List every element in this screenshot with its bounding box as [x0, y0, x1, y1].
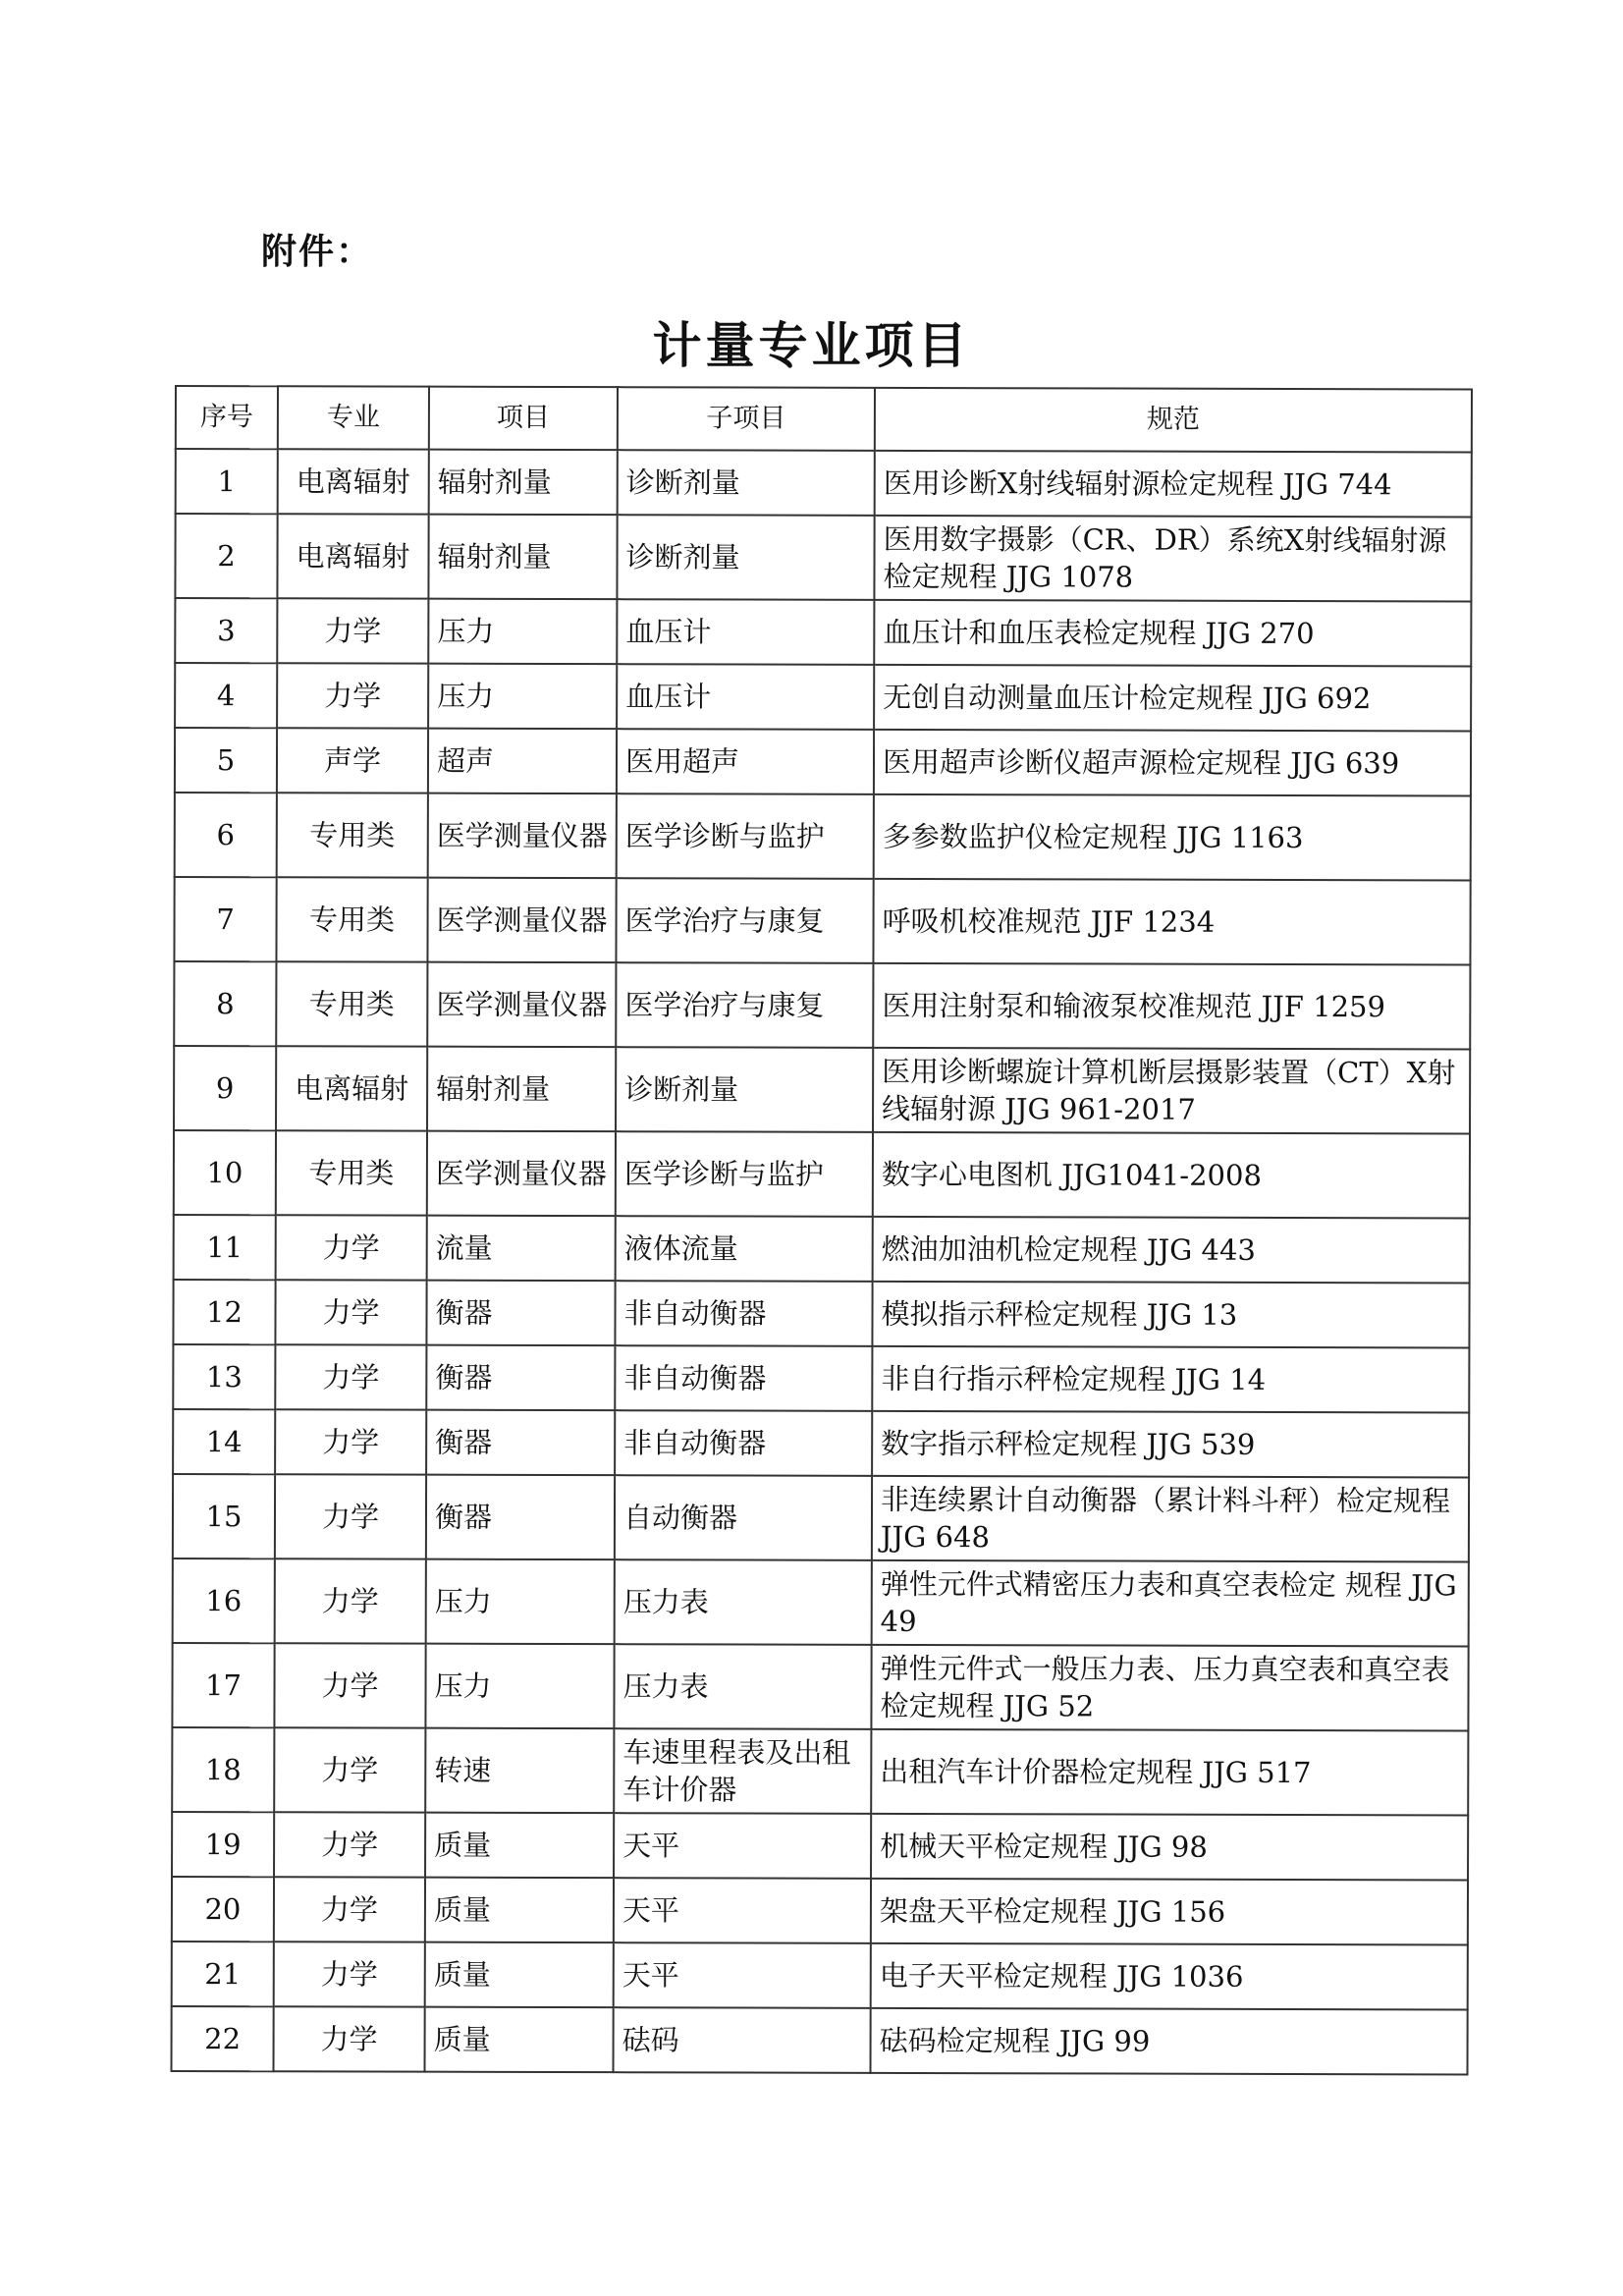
cell-spec: 弹性元件式一般压力表、压力真空表和真空表检定规程 JJG 52	[871, 1645, 1468, 1731]
table-row	[176, 449, 1472, 517]
cell-subitem: 血压计	[617, 664, 874, 730]
cell-item: 质量	[425, 1942, 614, 2008]
cell-subitem: 天平	[614, 1878, 871, 1943]
table-row	[173, 1474, 1469, 1561]
cell-number: 9	[174, 1046, 276, 1130]
cell-number: 13	[173, 1344, 275, 1409]
cell-item: 辐射剂量	[429, 450, 618, 516]
cell-spec: 出租汽车计价器检定规程 JJG 517	[871, 1729, 1468, 1816]
cell-item: 辐射剂量	[428, 515, 617, 600]
cell-major: 力学	[274, 1812, 425, 1877]
table-row	[173, 1558, 1469, 1646]
cell-spec: 医用数字摄影（CR、DR）系统X射线辐射源检定规程 JJG 1078	[874, 516, 1471, 602]
cell-major: 力学	[274, 1727, 425, 1812]
table-row	[175, 514, 1471, 601]
cell-subitem: 自动衡器	[615, 1475, 872, 1560]
cell-item: 衡器	[426, 1410, 615, 1476]
cell-major: 力学	[277, 598, 428, 663]
table-row	[172, 2006, 1468, 2074]
table-row	[174, 1215, 1470, 1283]
cell-number: 5	[175, 728, 277, 793]
document-title: 计量专业项目	[652, 317, 971, 374]
cell-subitem: 血压计	[617, 599, 874, 665]
cell-number: 4	[175, 663, 277, 728]
cell-subitem: 天平	[614, 1813, 871, 1879]
cell-item: 转速	[425, 1728, 614, 1814]
column-header-number: 序号	[176, 386, 278, 449]
cell-major: 力学	[276, 1215, 427, 1280]
cell-major: 力学	[275, 1280, 426, 1344]
cell-major: 力学	[274, 1941, 425, 2006]
table-row	[173, 1409, 1469, 1477]
cell-number: 10	[174, 1130, 276, 1215]
table-row	[172, 1727, 1468, 1815]
cell-spec: 医用注射泵和输液泵校准规范 JJF 1259	[873, 963, 1470, 1050]
cell-item: 医学测量仪器	[428, 793, 617, 879]
cell-item: 压力	[426, 1559, 615, 1645]
cell-item: 医学测量仪器	[427, 878, 616, 963]
column-header-item: 项目	[429, 387, 618, 451]
cell-number: 22	[172, 2006, 274, 2071]
cell-item: 质量	[425, 1813, 614, 1879]
cell-number: 20	[172, 1877, 274, 1941]
cell-major: 力学	[275, 1558, 426, 1643]
cell-number: 2	[175, 514, 277, 598]
cell-item: 衡器	[426, 1345, 615, 1411]
cell-major: 力学	[277, 663, 428, 728]
cell-major: 力学	[275, 1474, 426, 1558]
cell-major: 电离辐射	[277, 514, 428, 598]
column-header-major: 专业	[278, 386, 429, 449]
cell-subitem: 天平	[614, 1942, 871, 2008]
cell-item: 压力	[428, 599, 617, 665]
table-row	[174, 1046, 1470, 1133]
cell-number: 3	[175, 598, 277, 663]
cell-subitem: 砝码	[614, 2007, 871, 2073]
table-row	[174, 961, 1470, 1049]
table-row	[175, 663, 1471, 731]
cell-major: 专用类	[276, 877, 427, 961]
cell-number: 15	[173, 1474, 275, 1558]
cell-spec: 血压计和血压表检定规程 JJG 270	[874, 600, 1471, 667]
cell-subitem: 压力表	[615, 1559, 872, 1645]
cell-item: 衡器	[426, 1475, 615, 1560]
cell-number: 7	[174, 877, 276, 961]
cell-spec: 数字指示秤检定规程 JJG 539	[872, 1411, 1469, 1478]
cell-item: 质量	[425, 2007, 614, 2073]
cell-item: 辐射剂量	[427, 1047, 616, 1132]
cell-spec: 数字心电图机 JJG1041-2008	[873, 1132, 1470, 1219]
cell-spec: 模拟指示秤检定规程 JJG 13	[872, 1282, 1469, 1348]
cell-subitem: 诊断剂量	[616, 1047, 873, 1132]
cell-subitem: 压力表	[614, 1644, 871, 1729]
table-header-row	[176, 386, 1472, 452]
cell-subitem: 医学诊断与监护	[616, 1131, 873, 1217]
cell-number: 17	[172, 1643, 274, 1727]
cell-major: 声学	[277, 728, 428, 793]
cell-spec: 呼吸机校准规范 JJF 1234	[873, 879, 1470, 965]
cell-subitem: 医学治疗与康复	[616, 878, 873, 963]
cell-number: 21	[172, 1941, 274, 2006]
table-row	[175, 728, 1471, 795]
cell-number: 1	[176, 449, 278, 514]
attachment-label: 附件：	[261, 232, 374, 272]
cell-number: 12	[173, 1280, 275, 1344]
cell-spec: 医用诊断螺旋计算机断层摄影装置（CT）X射线辐射源 JJG 961-2017	[873, 1048, 1470, 1134]
cell-major: 电离辐射	[278, 449, 429, 514]
cell-number: 11	[174, 1215, 276, 1280]
cell-spec: 多参数监护仪检定规程 JJG 1163	[874, 794, 1471, 881]
metrology-items-table	[171, 385, 1473, 2075]
table-row	[172, 1877, 1468, 1944]
table-row	[172, 1941, 1468, 2009]
cell-subitem: 医用超声	[617, 729, 874, 794]
cell-number: 14	[173, 1409, 275, 1474]
table-row	[173, 1280, 1469, 1347]
cell-subitem: 车速里程表及出租车计价器	[614, 1728, 871, 1814]
cell-number: 16	[173, 1558, 275, 1643]
cell-spec: 医用诊断X射线辐射源检定规程 JJG 744	[875, 451, 1472, 518]
cell-spec: 电子天平检定规程 JJG 1036	[871, 1943, 1468, 2010]
cell-item: 衡器	[426, 1281, 615, 1346]
cell-major: 电离辐射	[276, 1046, 427, 1130]
cell-spec: 无创自动测量血压计检定规程 JJG 692	[874, 665, 1471, 732]
cell-major: 力学	[275, 1344, 426, 1409]
column-header-subitem: 子项目	[618, 387, 875, 451]
cell-item: 压力	[428, 664, 617, 730]
table-row	[175, 793, 1471, 880]
cell-item: 压力	[425, 1644, 614, 1729]
cell-major: 力学	[274, 2006, 425, 2071]
table-row	[172, 1812, 1468, 1880]
cell-major: 力学	[275, 1409, 426, 1474]
cell-subitem: 医学治疗与康复	[616, 962, 873, 1048]
table-row	[175, 598, 1471, 666]
cell-spec: 机械天平检定规程 JJG 98	[871, 1814, 1468, 1881]
cell-item: 医学测量仪器	[427, 962, 616, 1048]
table-row	[174, 1130, 1470, 1218]
table-row	[174, 877, 1470, 964]
cell-major: 专用类	[277, 793, 428, 877]
cell-subitem: 医学诊断与监护	[617, 793, 874, 879]
column-header-spec: 规范	[875, 388, 1472, 453]
table-row	[172, 1643, 1468, 1730]
cell-subitem: 非自动衡器	[615, 1281, 872, 1346]
cell-number: 19	[172, 1812, 274, 1877]
cell-number: 18	[172, 1727, 274, 1812]
cell-major: 力学	[274, 1643, 425, 1727]
cell-spec: 架盘天平检定规程 JJG 156	[871, 1879, 1468, 1945]
cell-major: 专用类	[276, 1130, 427, 1215]
cell-spec: 医用超声诊断仪超声源检定规程 JJG 639	[874, 730, 1471, 796]
cell-subitem: 诊断剂量	[617, 515, 874, 600]
cell-spec: 非连续累计自动衡器（累计料斗秤）检定规程 JJG 648	[872, 1476, 1469, 1562]
cell-item: 质量	[425, 1878, 614, 1943]
table-row	[173, 1344, 1469, 1412]
cell-subitem: 非自动衡器	[615, 1345, 872, 1411]
cell-number: 6	[175, 793, 277, 877]
cell-major: 专用类	[276, 961, 427, 1046]
cell-major: 力学	[274, 1877, 425, 1941]
cell-item: 超声	[428, 729, 617, 794]
cell-spec: 燃油加油机检定规程 JJG 443	[873, 1217, 1470, 1284]
cell-item: 医学测量仪器	[427, 1131, 616, 1217]
cell-item: 流量	[427, 1216, 616, 1282]
cell-number: 8	[174, 961, 276, 1046]
cell-subitem: 非自动衡器	[615, 1410, 872, 1476]
cell-subitem: 液体流量	[616, 1216, 873, 1282]
cell-spec: 砝码检定规程 JJG 99	[871, 2008, 1468, 2075]
cell-spec: 非自行指示秤检定规程 JJG 14	[872, 1346, 1469, 1413]
cell-spec: 弹性元件式精密压力表和真空表检定 规程 JJG 49	[872, 1560, 1469, 1647]
cell-subitem: 诊断剂量	[618, 450, 875, 516]
